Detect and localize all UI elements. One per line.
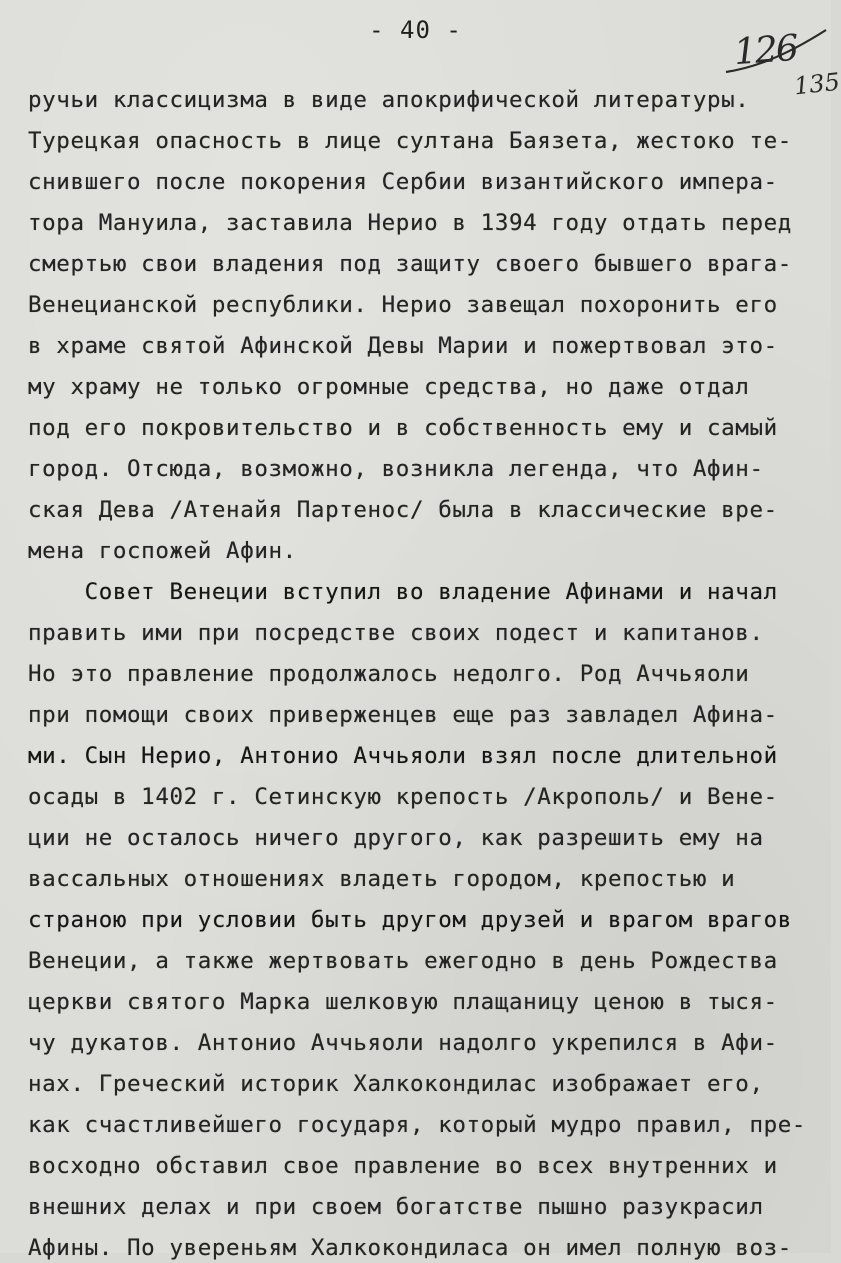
text-line: править ими при посредстве своих подест и капитанов.	[28, 620, 764, 646]
text-line: город. Отсюда, возможно, возникла легенда, что Афин-	[28, 456, 764, 482]
archive-number-secondary: 135	[792, 67, 841, 101]
text-line: тора Мануила, заставила Нерио в 1394 году отдать перед	[28, 210, 792, 236]
archive-number: 126	[732, 27, 799, 74]
text-line: как счастливейшего государя, который мудро правил, пре-	[28, 1112, 807, 1138]
text-line: мена госпожей Афин.	[28, 538, 297, 564]
text-line: вассальных отношениях владеть городом, крепостью и	[28, 866, 736, 892]
text-line: чу дукатов. Антонио Аччьяоли надолго укрепился в Афи-	[28, 1030, 778, 1056]
text-line: му храму не только огромные средства, но даже отдал	[28, 374, 750, 400]
text-line: Афины. По увереньям Халкокондиласа он имел полную воз-	[28, 1235, 792, 1261]
text-line: нах. Греческий историк Халкокондилас изображает его,	[28, 1071, 764, 1097]
text-line: ции не осталось ничего другого, как разрешить ему на	[28, 825, 764, 851]
text-line: Венеции, а также жертвовать ежегодно в день Рождества	[28, 948, 778, 974]
text-line: снившего после покорения Сербии византийского импера-	[28, 169, 778, 195]
text-line: под его покровительство и в собственность ему и самый	[28, 415, 778, 441]
text-line: смертью свои владения под защиту своего бывшего врага-	[28, 251, 792, 277]
text-line: восходно обставил свое правление во всех внутренних и	[28, 1153, 778, 1179]
text-line: ручьи классицизма в виде апокрифической литературы.	[28, 87, 750, 113]
text-line: Турецкая опасность в лице султана Баязета, жестоко те-	[28, 128, 792, 154]
text-line: ская Дева /Атенайя Партенос/ была в классические вре-	[28, 497, 778, 523]
text-line: Венецианской республики. Нерио завещал похоронить его	[28, 292, 778, 318]
text-line: страною при условии быть другом друзей и врагом врагов	[28, 907, 792, 933]
text-line: при помощи своих приверженцев еще раз завладел Афина-	[28, 702, 778, 728]
text-line: осады в 1402 г. Сетинскую крепость /Акрополь/ и Вене-	[28, 784, 778, 810]
text-line: ми. Сын Нерио, Антонио Аччьяоли взял после длительной	[28, 743, 778, 769]
text-line: внешних делах и при своем богатстве пышно разукрасил	[28, 1194, 764, 1220]
text-line: Совет Венеции вступил во владение Афинами и начал	[28, 579, 778, 605]
text-line: церкви святого Марка шелковую плащаницу ценою в тыся-	[28, 989, 778, 1015]
text-line: в храме святой Афинской Девы Марии и пожертвовал это-	[28, 333, 778, 359]
text-line: Но это правление продолжалось недолго. Род Аччьяоли	[28, 661, 750, 687]
page-number: - 40 -	[369, 16, 462, 44]
